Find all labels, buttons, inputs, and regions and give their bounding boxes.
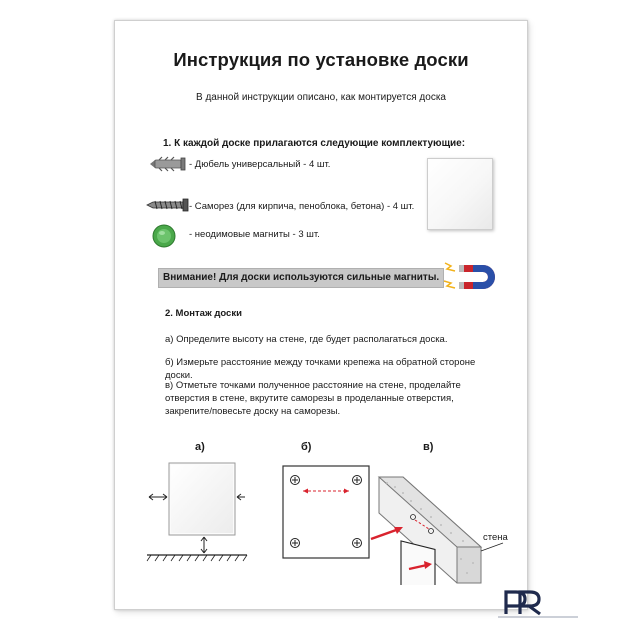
step-b-text: б) Измерьте расстояние между точками крепежа на обратной стороне доски. [165, 357, 476, 381]
section-2-heading: 2. Монтаж доски [165, 308, 242, 319]
item-dowel-text: - Дюбель универсальный - 4 шт. [189, 159, 331, 170]
warning-banner: Внимание! Для доски используются сильные магниты. [158, 268, 444, 288]
step-c-text: в) Отметьте точками полученное расстояние на стене, проделайте отверстия в стене, вкрутите саморезы в проделанные отверстия, закрепите/повесьте доску на саморезы. [165, 380, 461, 417]
item-magnet-text: - неодимовые магниты - 3 шт. [189, 229, 320, 240]
magnet-icon [152, 224, 176, 248]
section-1-heading: 1. К каждой доске прилагаются следующие комплектующие: [163, 138, 466, 149]
item-screw-text: - Саморез (для кирпича, пеноблока, бетона) - 4 шт. [189, 201, 415, 212]
intro-text: В данной инструкции описано, как монтируется доска [196, 92, 446, 103]
diagram-b-label: б) [301, 441, 312, 453]
diagram-b-mounting-points [281, 464, 373, 562]
horseshoe-magnet-icon [441, 259, 497, 293]
diagram-c-wall-mount [369, 473, 525, 585]
brand-logo-icon [494, 586, 582, 620]
dowel-icon [148, 156, 188, 172]
page-title: Инструкция по установке доски [173, 49, 469, 70]
diagram-a-height [143, 459, 249, 563]
wall-label: стена [483, 532, 508, 543]
board-panel-image [427, 158, 493, 230]
diagram-a-label: а) [195, 441, 205, 453]
step-a-text: а) Определите высоту на стене, где будет располагаться доска. [165, 334, 448, 345]
diagram-c-label: в) [423, 441, 434, 453]
instruction-sheet [114, 20, 528, 610]
screw-icon [145, 197, 191, 213]
